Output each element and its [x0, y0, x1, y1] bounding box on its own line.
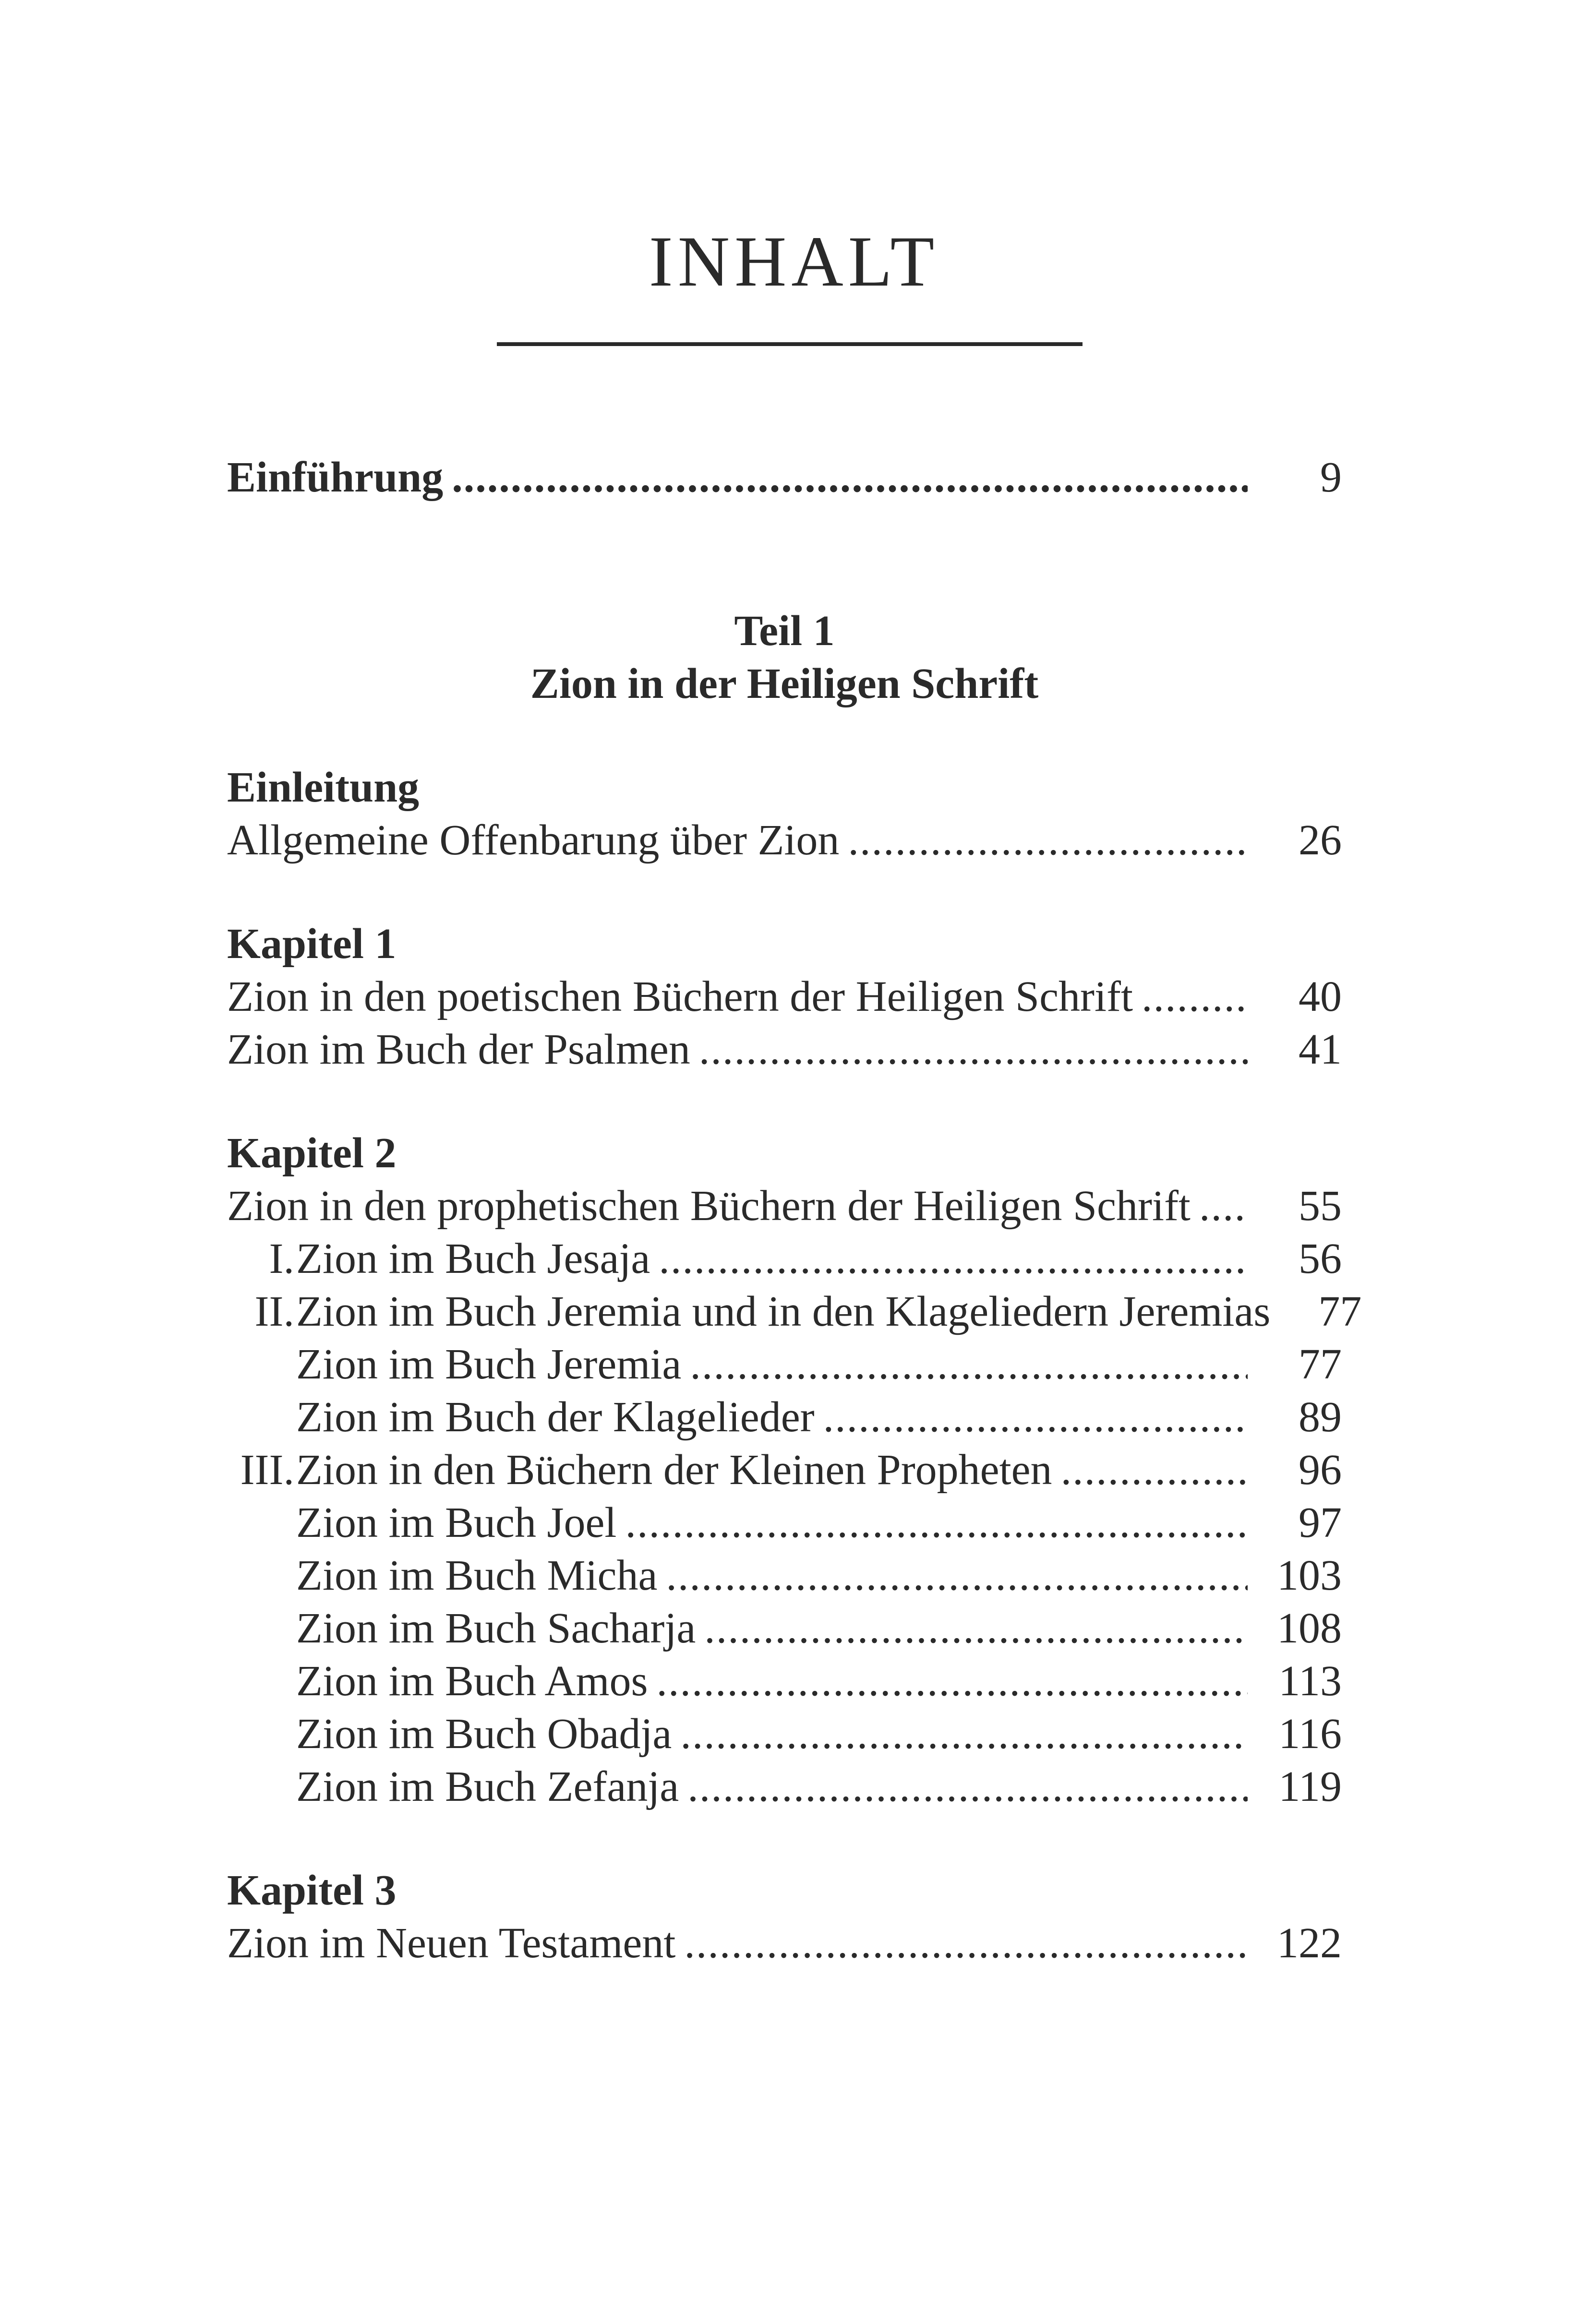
part-title: Zion in der Heiligen Schrift — [530, 660, 1039, 707]
toc-entry[interactable] — [227, 1655, 1342, 1708]
toc-entry-label: Zion im Buch Zefanja — [296, 1763, 679, 1810]
toc-page-number: 122 — [1277, 1919, 1342, 1967]
toc-entry-label: Zion im Buch Obadja — [296, 1710, 672, 1758]
dot-leader — [1142, 970, 1248, 1023]
toc-page-number: 26 — [1299, 816, 1342, 864]
section-heading-kapitel-3: Kapitel 3 — [227, 1867, 397, 1914]
dot-leader — [680, 1708, 1248, 1761]
toc-page-number: 119 — [1278, 1763, 1342, 1810]
part-label: Teil 1 — [734, 607, 835, 655]
toc-entry-label: Einführung — [227, 454, 444, 501]
toc-entry[interactable] — [227, 1761, 1342, 1813]
dot-leader — [659, 1233, 1248, 1285]
toc-entry[interactable] — [227, 1917, 1342, 1970]
dot-leader — [690, 1338, 1248, 1391]
dot-leader — [452, 451, 1248, 504]
toc-page-number: 77 — [1299, 1341, 1342, 1388]
toc-page-number: 113 — [1278, 1657, 1342, 1705]
section-heading-kapitel-1: Kapitel 1 — [227, 920, 397, 968]
toc-entry[interactable] — [227, 1391, 1342, 1444]
toc-entry-label: Zion im Buch der Klagelieder — [296, 1393, 815, 1441]
toc-page-number: 108 — [1277, 1605, 1342, 1652]
toc-entry-label: Zion in den poetischen Büchern der Heiligen Schrift — [227, 973, 1133, 1020]
section-heading-kapitel-2: Kapitel 2 — [227, 1129, 397, 1177]
toc-page-number: 56 — [1299, 1235, 1342, 1282]
toc-entry-label: Zion im Buch Sacharja — [296, 1605, 696, 1652]
toc-page-number: 55 — [1299, 1182, 1342, 1230]
toc-page-number: 41 — [1299, 1026, 1342, 1073]
dot-leader — [666, 1549, 1248, 1602]
toc-page-number: 116 — [1278, 1710, 1342, 1758]
toc-entry[interactable] — [227, 1602, 1342, 1655]
toc-page-number: 103 — [1277, 1552, 1342, 1599]
toc-entry-label: Zion in den prophetischen Büchern der Heiligen Schrift — [227, 1182, 1191, 1230]
toc-entry-label: Zion im Buch Micha — [296, 1552, 658, 1599]
dot-leader — [684, 1917, 1248, 1970]
page-title: INHALT — [649, 222, 939, 301]
roman-numeral: I. — [269, 1235, 294, 1282]
table-of-contents — [227, 451, 1362, 1970]
toc-page-number: 97 — [1299, 1499, 1342, 1546]
toc-entry[interactable] — [227, 814, 1342, 867]
toc-page-number: 96 — [1299, 1446, 1342, 1494]
dot-leader — [848, 814, 1248, 867]
toc-entry[interactable] — [227, 1023, 1342, 1076]
toc-entry[interactable] — [227, 1180, 1342, 1233]
toc-entry-label: Zion im Buch Jeremia und in den Klageliedern Jeremias — [296, 1288, 1271, 1335]
dot-leader — [704, 1602, 1248, 1655]
toc-page-number: 9 — [1320, 454, 1342, 501]
toc-entry[interactable] — [227, 1233, 1342, 1285]
toc-entry-label: Zion im Buch Joel — [296, 1499, 617, 1546]
dot-leader — [1061, 1444, 1248, 1497]
toc-entry-label: Zion in den Büchern der Kleinen Propheten — [296, 1446, 1052, 1494]
toc-entry-label: Zion im Buch der Psalmen — [227, 1026, 690, 1073]
dot-leader — [823, 1391, 1248, 1444]
toc-entry[interactable] — [227, 1708, 1342, 1761]
toc-entry[interactable] — [227, 1285, 1362, 1338]
toc-page-number: 40 — [1299, 973, 1342, 1020]
dot-leader — [625, 1497, 1248, 1549]
dot-leader — [687, 1761, 1248, 1813]
toc-entry[interactable] — [227, 1497, 1342, 1549]
toc-entry-label: Zion im Buch Amos — [296, 1657, 648, 1705]
section-heading-einleitung: Einleitung — [227, 764, 420, 811]
roman-numeral: III. — [240, 1446, 294, 1494]
toc-entry[interactable] — [227, 1338, 1342, 1391]
toc-entry-label: Zion im Buch Jesaja — [296, 1235, 650, 1282]
dot-leader — [1199, 1180, 1248, 1233]
toc-page-number: 89 — [1299, 1393, 1342, 1441]
dot-leader — [699, 1023, 1248, 1076]
toc-entry[interactable] — [227, 1444, 1342, 1497]
toc-entry[interactable] — [227, 970, 1342, 1023]
toc-entry-label: Zion im Neuen Testament — [227, 1919, 676, 1967]
roman-numeral: II. — [254, 1288, 294, 1335]
toc-entry[interactable] — [227, 1549, 1342, 1602]
title-rule — [497, 342, 1083, 346]
dot-leader — [657, 1655, 1248, 1708]
toc-entry-label: Zion im Buch Jeremia — [296, 1341, 682, 1388]
toc-page-number: 77 — [1318, 1288, 1362, 1335]
toc-entry-einfuehrung[interactable] — [227, 451, 1342, 504]
toc-entry-label: Allgemeine Offenbarung über Zion — [227, 816, 840, 864]
